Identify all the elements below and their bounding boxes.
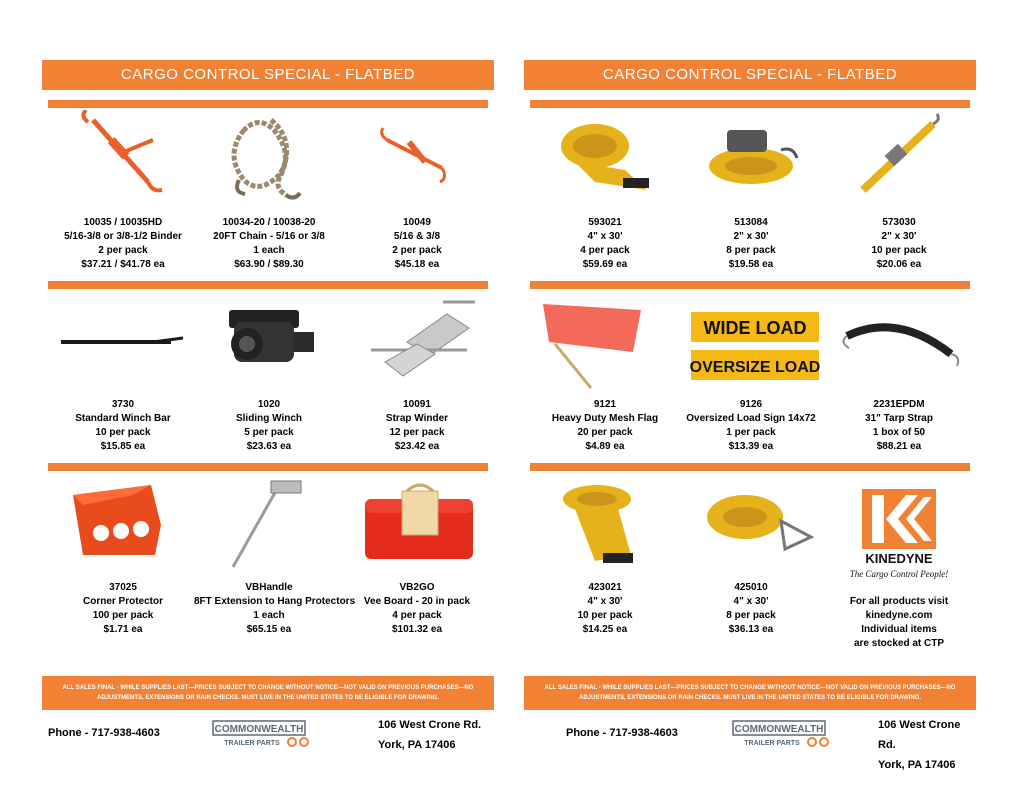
product-sku: 10035 / 10035HD [83,217,163,228]
product-description: Vee Board - 20 in pack [363,596,471,607]
product-price: $14.25 ea [582,624,628,635]
product-description: 2" x 30' [881,231,917,242]
brand-line1: For all products visit [849,596,949,607]
product-quantity: 4 per pack [580,245,630,256]
chain-icon [199,110,339,210]
product-quantity: 8 per pack [726,610,776,621]
product-card [48,475,198,665]
svg-text:COMMONWEALTH: COMMONWEALTH [214,724,304,735]
address-city: York, PA 17406 [378,739,456,751]
product-quantity: 2 per pack [98,245,148,256]
product-quantity: 1 box of 50 [872,427,926,438]
product-card [48,110,198,300]
product-description: 5/16-3/8 or 3/8-1/2 Binder [64,231,182,242]
product-price: $13.39 ea [728,441,774,452]
product-price: $45.18 ea [394,259,440,270]
product-price: $101.32 ea [391,624,443,635]
product-price: $63.90 / $89.30 [234,259,304,270]
legal-notice: ALL SALES FINAL - WHILE SUPPLIES LAST—PRICES SUBJECT TO CHANGE WITHOUT NOTICE—NOT VALID ON PREVIOUS PURCHASES—NO ADJUSTMENTS, EXTENSIONS OR RAIN CHECKS. MUST LIVE IN THE UNITED STATES TO BE ELIGIBLE FOR DRAWING. [524,676,976,710]
sliding-winch-icon [199,292,339,392]
product-price: $1.71 ea [103,624,143,635]
product-card [530,110,680,300]
product-quantity: 1 each [253,610,285,621]
product-quantity: 20 per pack [577,427,633,438]
svg-text:COMMONWEALTH: COMMONWEALTH [734,724,824,735]
product-description: 31" Tarp Strap [865,413,933,424]
address-city: York, PA 17406 [878,759,956,771]
product-quantity: 2 per pack [392,245,442,256]
product-description: Sliding Winch [235,413,302,424]
product-quantity: 100 per pack [92,610,154,621]
product-price: $65.15 ea [246,624,292,635]
winch-strap-icon [535,110,675,210]
tarp-strap-icon [829,292,969,392]
product-price: $88.21 ea [876,441,922,452]
product-card [194,292,344,482]
left-page-title: CARGO CONTROL SPECIAL - FLATBED [42,60,494,90]
product-card [530,475,680,665]
product-description: Standard Winch Bar [75,413,171,424]
kinedyne-logo [844,489,954,583]
brand-line4: are stocked at CTP [853,638,945,649]
product-quantity: 12 per pack [389,427,445,438]
product-quantity: 1 each [253,245,285,256]
footer [42,715,494,760]
product-description: 20FT Chain - 5/16 or 3/8 [213,231,325,242]
vee-board-pack-icon [347,475,487,575]
corner-protector-icon [53,475,193,575]
right-page-title: CARGO CONTROL SPECIAL - FLATBED [524,60,976,90]
product-sku: 1020 [257,399,281,410]
product-description: Oversized Load Sign 14x72 [686,413,816,424]
phone-number: Phone - 717-938-4603 [566,727,678,739]
product-card [676,475,826,665]
mesh-flag-icon [535,292,675,392]
product-card [194,475,356,665]
svg-text:TRAILER PARTS: TRAILER PARTS [744,740,800,747]
product-card [194,110,344,300]
product-description: 4" x 30' [733,596,769,607]
brand-line3: Individual items [861,624,937,635]
product-price: $15.85 ea [100,441,146,452]
product-sku: 3730 [111,399,135,410]
svg-text:KINEDYNE: KINEDYNE [865,551,933,566]
winch-strap-delta-ring-icon [681,475,821,575]
product-card [342,292,492,482]
right-flyer-page [524,60,976,771]
product-card [824,292,974,482]
product-description: 5/16 & 3/8 [393,231,441,242]
brand-website: kinedyne.com [865,610,933,621]
left-separator-top [48,100,488,108]
product-sku: VB2GO [399,582,435,593]
load-sign-icon [681,292,821,392]
product-quantity: 10 per pack [871,245,927,256]
product-sku: 9126 [739,399,763,410]
product-card [48,292,198,482]
product-price: $19.58 ea [728,259,774,270]
address [878,715,976,775]
product-card [342,110,492,300]
product-sku: 513084 [734,217,768,228]
product-quantity: 4 per pack [392,610,442,621]
product-quantity: 10 per pack [95,427,151,438]
product-price: $59.69 ea [582,259,628,270]
lever-binder-icon [347,110,487,210]
address-street: 106 West Crone Rd. [878,719,961,751]
winch-strap-flat-hook-icon [535,475,675,575]
ratchet-strap-icon [681,110,821,210]
product-price: $23.42 ea [394,441,440,452]
extension-handle-icon [199,475,339,575]
product-description: 4" x 30' [587,596,623,607]
product-description: Heavy Duty Mesh Flag [551,413,659,424]
product-card [530,292,680,482]
product-price: $4.89 ea [585,441,625,452]
product-sku: 37025 [109,582,137,593]
winch-bar-icon [53,292,193,392]
right-separator-top [530,100,970,108]
product-sku: 573030 [882,217,916,228]
product-sku: 9121 [593,399,617,410]
product-sku: 10091 [403,399,431,410]
product-card [824,110,974,300]
product-sku: VBHandle [245,582,293,593]
product-quantity: 10 per pack [577,610,633,621]
product-quantity: 5 per pack [244,427,294,438]
left-flyer-page [42,60,494,760]
product-sku: 593021 [588,217,622,228]
product-sku: 423021 [588,582,622,593]
product-description: 8FT Extension to Hang Protectors [194,596,356,607]
commonwealth-logo [732,719,836,749]
load-binder-icon [53,110,193,210]
svg-text:OVERSIZE LOAD: OVERSIZE LOAD [689,359,821,376]
product-sku: 10034-20 / 10038-20 [222,217,316,228]
product-sku: 425010 [734,582,768,593]
product-description: Strap Winder [385,413,449,424]
product-description: Corner Protector [82,596,163,607]
svg-text:WIDE LOAD: WIDE LOAD [703,318,807,338]
product-card [676,110,826,300]
product-sku: 10049 [403,217,431,228]
address [378,715,481,755]
ratchet-strap-flat-icon [829,110,969,210]
address-street: 106 West Crone Rd. [378,719,482,731]
legal-notice: ALL SALES FINAL - WHILE SUPPLIES LAST—PRICES SUBJECT TO CHANGE WITHOUT NOTICE—NOT VALID ON PREVIOUS PURCHASES—NO ADJUSTMENTS, EXTENSIONS OR RAIN CHECKS. MUST LIVE IN THE UNITED STATES TO BE ELIGIBLE FOR DRAWING. [42,676,494,710]
kinedyne-brand-block [824,475,974,665]
product-description: 4" x 30' [587,231,623,242]
product-price: $36.13 ea [728,624,774,635]
product-card [342,475,492,665]
phone-number: Phone - 717-938-4603 [48,727,160,739]
product-description: 2" x 30' [733,231,769,242]
svg-text:The Cargo Control People!: The Cargo Control People! [849,569,949,579]
product-sku: 2231EPDM [873,399,925,410]
product-price: $23.63 ea [246,441,292,452]
strap-winder-icon [347,292,487,392]
product-quantity: 1 per pack [726,427,776,438]
footer [524,715,976,771]
product-quantity: 8 per pack [726,245,776,256]
commonwealth-logo [212,719,316,749]
svg-text:TRAILER PARTS: TRAILER PARTS [224,740,280,747]
product-card [676,292,826,482]
product-price: $37.21 / $41.78 ea [81,259,165,270]
product-price: $20.06 ea [876,259,922,270]
